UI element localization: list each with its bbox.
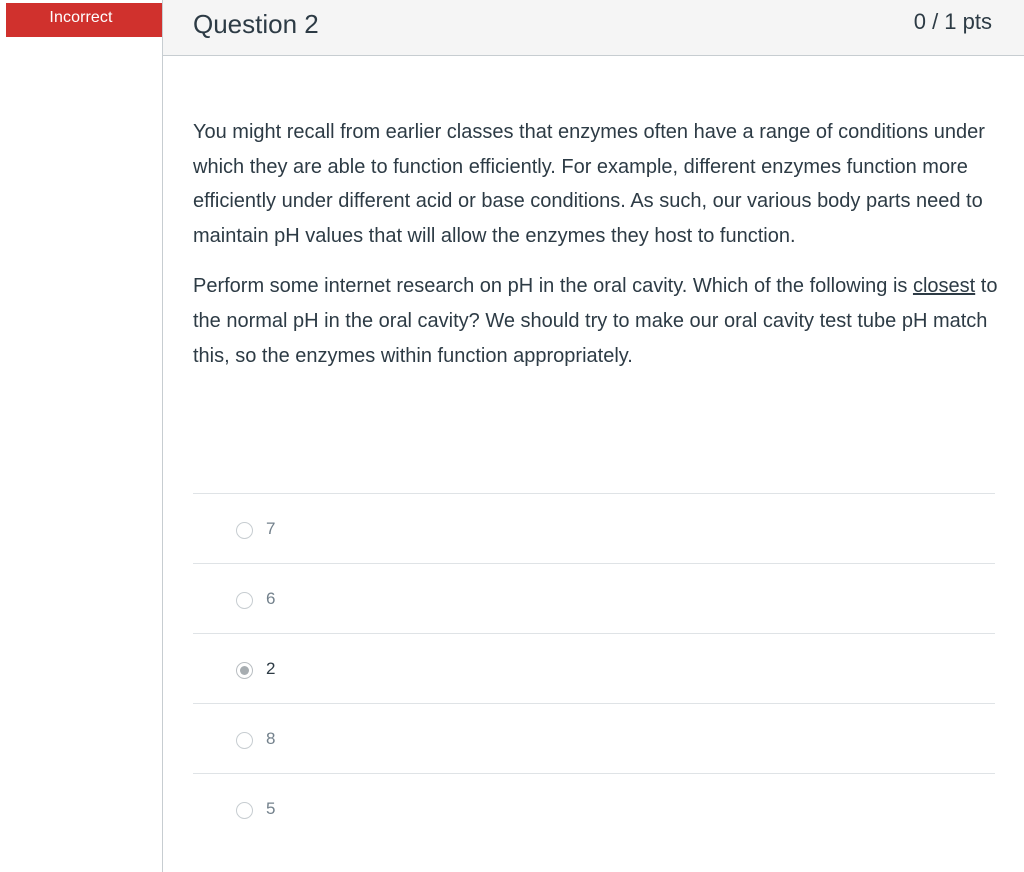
answer-list (193, 493, 995, 843)
question-title: Question 2 (193, 9, 319, 39)
question-card (162, 0, 1024, 872)
paragraph-2-start: Perform some internet research on pH in the oral cavity. Which of the following is (193, 275, 913, 298)
question-points: 0 / 1 pts (913, 9, 992, 34)
question-text (193, 115, 1003, 389)
answer-label: 5 (266, 799, 276, 818)
answer-label: 7 (266, 519, 276, 538)
incorrect-label: Incorrect (49, 9, 113, 26)
answer-label: 8 (266, 729, 276, 748)
question-header (163, 0, 1024, 56)
answer-option-2[interactable] (193, 633, 995, 703)
answer-label: 6 (266, 589, 276, 608)
answer-option-7[interactable] (193, 493, 995, 563)
answer-option-8[interactable] (193, 703, 995, 773)
question-paragraph-1: You might recall from earlier classes that enzymes often have a range of conditions under which they are able to function efficiently. For example, different enzymes function more efficiently under different acid or base conditions. As such, our various body parts need to maintain pH values that will allow the enzymes they host to function. (193, 121, 985, 247)
underlined-word: closest (912, 275, 976, 298)
incorrect-flag (6, 3, 168, 33)
radio-button-selected[interactable] (236, 662, 253, 679)
paragraph-2-end: to the normal pH in the oral cavity? We should try to make our oral cavity test tube pH match this, so the enzymes within function appropriately. (193, 275, 998, 367)
answer-option-5[interactable] (193, 773, 995, 843)
radio-button[interactable] (236, 592, 253, 609)
radio-button[interactable] (236, 522, 253, 539)
radio-button[interactable] (236, 802, 253, 819)
question-paragraph-2 (193, 269, 1003, 373)
radio-button[interactable] (236, 732, 253, 749)
answer-option-6[interactable] (193, 563, 995, 633)
answer-label: 2 (266, 659, 276, 678)
